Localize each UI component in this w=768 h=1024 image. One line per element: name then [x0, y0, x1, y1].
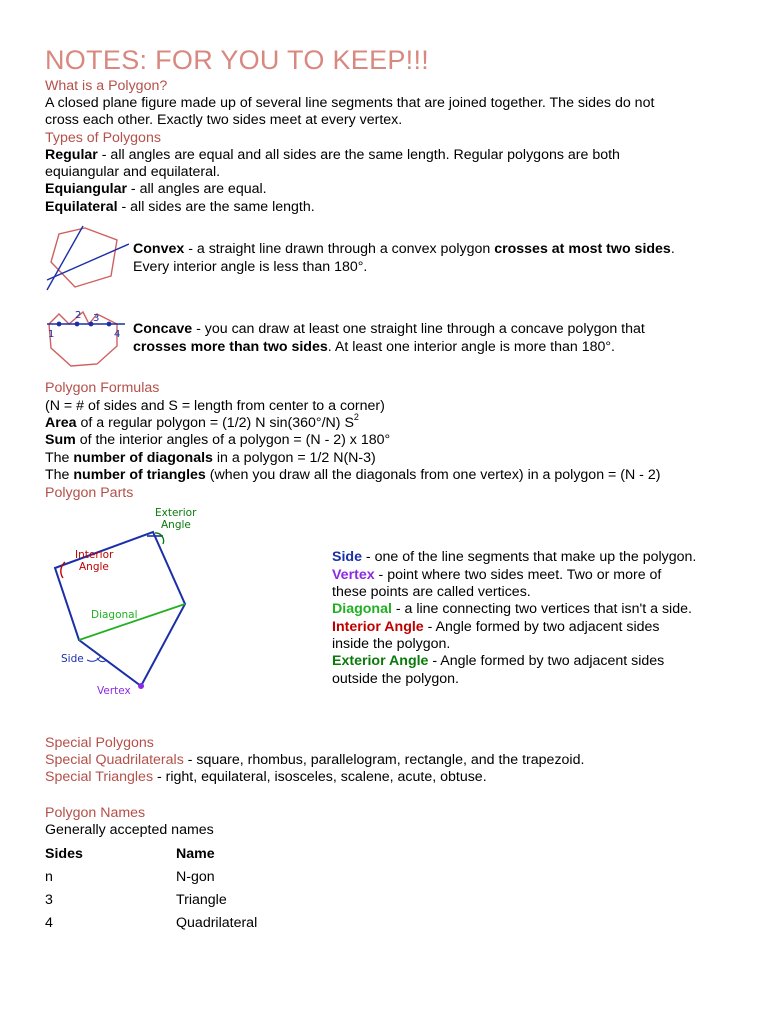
cell-sides: 3: [45, 891, 53, 908]
regular-line-2: equiangular and equilateral.: [45, 164, 221, 180]
concave-label-4: 4: [114, 329, 121, 340]
diagonal-def: Diagonal - a line connecting two vertices that isn't a side.: [332, 601, 692, 617]
concave-label-1: 1: [48, 329, 55, 340]
exterior-angle-def: Exterior Angle - Angle formed by two adjacent sides: [332, 653, 665, 669]
table-row: [45, 911, 257, 934]
convex-polygon-figure: [45, 224, 129, 292]
special-triangles-line: Special Triangles - right, equilateral, isosceles, scalene, acute, obtuse.: [45, 769, 487, 785]
page-title: NOTES: FOR YOU TO KEEP!!!: [45, 45, 430, 75]
vertex-def-2: these points are called vertices.: [332, 584, 531, 600]
formulas-def: (N = # of sides and S = length from center to a corner): [45, 398, 385, 414]
special-heading: Special Polygons: [45, 735, 154, 751]
cell-name: Triangle: [176, 891, 227, 908]
parts-heading: Polygon Parts: [45, 485, 134, 501]
diagram-interior-label-2: Angle: [79, 561, 109, 573]
column-header-sides: Sides: [45, 845, 83, 862]
what-line-1: A closed plane figure made up of several line segments that are joined together. The sides do not: [45, 95, 655, 111]
diagram-vertex-label: Vertex: [97, 685, 131, 697]
types-heading: Types of Polygons: [45, 130, 161, 146]
concave-line-1: Concave - you can draw at least one straight line through a concave polygon that: [133, 321, 645, 337]
table-header-row: [45, 842, 257, 865]
interior-angle-def: Interior Angle - Angle formed by two adjacent sides: [332, 619, 660, 635]
vertex-def: Vertex - point where two sides meet. Two or more of: [332, 567, 662, 583]
special-quadrilaterals-line: Special Quadrilaterals - square, rhombus, parallelogram, rectangle, and the trapezoid.: [45, 752, 585, 768]
diagram-side-label: Side: [61, 653, 84, 665]
polygon-names-table: [45, 842, 257, 934]
equilateral-line: [45, 199, 315, 216]
convex-line-1: Convex - a straight line drawn through a convex polygon crosses at most two sides.: [133, 241, 675, 257]
cell-sides: n: [45, 868, 53, 885]
names-subheading: Generally accepted names: [45, 822, 214, 838]
table-row: [45, 888, 257, 911]
cell-name: Quadrilateral: [176, 914, 258, 931]
regular-line: [45, 147, 620, 164]
diagram-interior-label-1: Interior: [75, 549, 114, 561]
concave-label-2: 2: [75, 310, 82, 321]
interior-angle-def-2: inside the polygon.: [332, 636, 451, 652]
what-heading: What is a Polygon?: [45, 78, 168, 94]
equilateral-text: - all sides are the same length.: [117, 199, 315, 215]
convex-term: Convex: [133, 241, 185, 257]
equiangular-term: Equiangular: [45, 181, 127, 197]
side-def: Side - one of the line segments that make up the polygon.: [332, 549, 697, 565]
what-line-2: cross each other. Exactly two sides meet at every vertex.: [45, 112, 403, 128]
column-header-name: Name: [176, 845, 215, 862]
concave-label-3: 3: [93, 313, 100, 324]
polygon-parts-diagram: [45, 500, 245, 700]
equiangular-text: - all angles are equal.: [126, 181, 267, 197]
sum-line: Sum of the interior angles of a polygon = (N - 2) x 180°: [45, 432, 391, 448]
area-line: Area of a regular polygon = (1/2) N sin(360°/N) $S^2$: [45, 412, 359, 431]
concave-polygon-figure: [45, 306, 129, 370]
diagram-exterior-label-1: Exterior: [155, 507, 197, 519]
triangles-line: The number of triangles (when you draw all the diagonals from one vertex) in a polygon = (N - 2): [45, 467, 661, 483]
concave-term: Concave: [133, 321, 193, 337]
equilateral-term: Equilateral: [45, 199, 118, 215]
regular-text-1: - all angles are equal and all sides are the same length. Regular polygons are both: [97, 147, 620, 163]
diagram-exterior-label-2: Angle: [161, 519, 191, 531]
diagram-diagonal-label: Diagonal: [91, 609, 138, 621]
table-row: [45, 865, 257, 888]
cell-name: N-gon: [176, 868, 215, 885]
cell-sides: 4: [45, 914, 53, 931]
regular-term: Regular: [45, 147, 98, 163]
concave-line-2: crosses more than two sides. At least one interior angle is more than 180°.: [133, 339, 615, 355]
formulas-heading: Polygon Formulas: [45, 380, 160, 396]
names-heading: Polygon Names: [45, 805, 146, 821]
exterior-angle-def-2: outside the polygon.: [332, 671, 459, 687]
equiangular-line: [45, 181, 267, 198]
diagonals-line: The number of diagonals in a polygon = 1/2 N(N-3): [45, 450, 376, 466]
convex-line-2: Every interior angle is less than 180°.: [133, 259, 368, 275]
